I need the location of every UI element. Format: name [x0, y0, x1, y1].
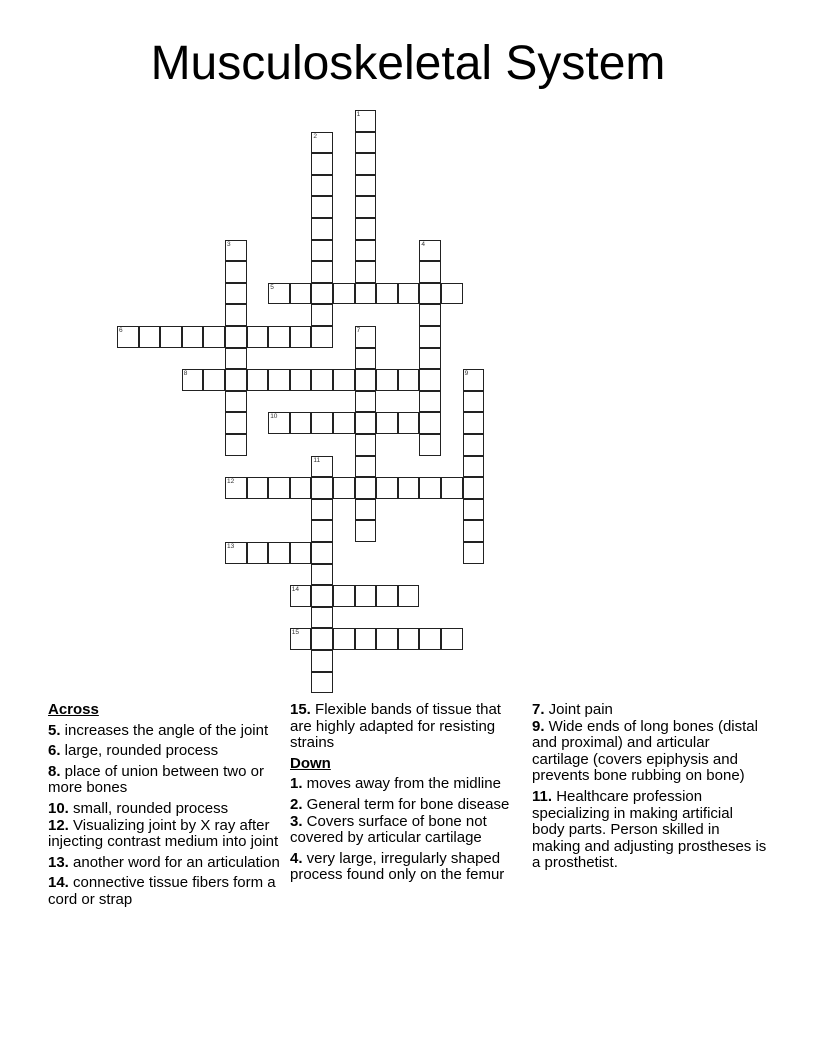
cell-input[interactable] — [312, 133, 332, 153]
clue-number: 9 — [464, 370, 469, 378]
grid-cell[interactable] — [419, 283, 441, 305]
grid-cell[interactable] — [268, 369, 290, 391]
cell-input[interactable] — [291, 543, 311, 563]
cell-input[interactable] — [464, 543, 484, 563]
grid-cell[interactable] — [139, 326, 161, 348]
grid-cell[interactable] — [419, 628, 441, 650]
cell-input[interactable] — [334, 586, 354, 606]
cell-input[interactable] — [312, 305, 332, 325]
grid-cell[interactable] — [463, 369, 485, 391]
cell-input[interactable] — [312, 673, 332, 693]
cell-input[interactable] — [356, 327, 376, 347]
cell-input[interactable] — [312, 565, 332, 585]
grid-cell[interactable] — [225, 283, 247, 305]
cell-input[interactable] — [420, 392, 440, 412]
clue-down-3: 3. Covers surface of bone not covered by articular cartilage — [290, 812, 487, 847]
cell-input[interactable] — [226, 305, 246, 325]
cell-input[interactable] — [464, 392, 484, 412]
grid-cell[interactable] — [225, 369, 247, 391]
grid-cell[interactable] — [311, 607, 333, 629]
cell-input[interactable] — [269, 284, 289, 304]
cell-input[interactable] — [377, 629, 397, 649]
grid-cell[interactable] — [225, 348, 247, 370]
grid-cell[interactable] — [225, 434, 247, 456]
cell-input[interactable] — [377, 370, 397, 390]
cell-input[interactable] — [312, 521, 332, 541]
cell-input[interactable] — [312, 327, 332, 347]
grid-cell[interactable] — [463, 499, 485, 521]
cell-input[interactable] — [312, 176, 332, 196]
clue-number: 14 — [291, 586, 300, 594]
clue-across-13: 13. another word for an articulation — [48, 853, 280, 871]
cell-input[interactable] — [226, 327, 246, 347]
cell-input[interactable] — [464, 478, 484, 498]
grid-cell[interactable] — [311, 283, 333, 305]
cell-input[interactable] — [269, 327, 289, 347]
cell-input[interactable] — [420, 349, 440, 369]
cell-input[interactable] — [356, 586, 376, 606]
clues-column-3 — [532, 700, 768, 876]
cell-input[interactable] — [334, 629, 354, 649]
cell-input[interactable] — [248, 370, 268, 390]
grid-cell[interactable] — [463, 412, 485, 434]
grid-cell[interactable] — [355, 175, 377, 197]
grid-cell[interactable] — [311, 196, 333, 218]
cell-input[interactable] — [291, 284, 311, 304]
grid-cell[interactable] — [311, 456, 333, 478]
grid-cell[interactable] — [333, 283, 355, 305]
grid-cell[interactable] — [398, 477, 420, 499]
cell-input[interactable] — [226, 392, 246, 412]
grid-cell[interactable] — [376, 283, 398, 305]
grid-cell[interactable] — [419, 369, 441, 391]
clue-down-2: 2. General term for bone disease — [290, 795, 510, 813]
cell-input[interactable] — [226, 543, 246, 563]
cell-input[interactable] — [140, 327, 160, 347]
grid-cell[interactable] — [355, 240, 377, 262]
clue-down-11: 11. Healthcare profession specializing in making artificial body parts. Person skilled in making and adjusting prostheses is a prosthetist. — [532, 787, 767, 872]
grid-cell[interactable] — [376, 628, 398, 650]
cell-input[interactable] — [312, 262, 332, 282]
cell-input[interactable] — [464, 413, 484, 433]
down-header: Down — [290, 754, 331, 772]
cell-input[interactable] — [334, 478, 354, 498]
cell-input[interactable] — [356, 133, 376, 153]
grid-cell[interactable] — [290, 326, 312, 348]
cell-input[interactable] — [399, 370, 419, 390]
grid-cell[interactable] — [398, 585, 420, 607]
grid-cell[interactable] — [463, 477, 485, 499]
cell-input[interactable] — [291, 586, 311, 606]
grid-cell[interactable] — [333, 585, 355, 607]
clue-down-9: 9. Wide ends of long bones (distal and proximal) and articular cartilage (covers epiphysis and prevents bone rubbing on bone) — [532, 717, 758, 785]
cell-input[interactable] — [442, 478, 462, 498]
grid-cell[interactable] — [355, 477, 377, 499]
grid-cell[interactable] — [117, 326, 139, 348]
cell-input[interactable] — [312, 457, 332, 477]
grid-cell[interactable] — [333, 628, 355, 650]
cell-input[interactable] — [356, 219, 376, 239]
grid-cell[interactable] — [247, 542, 269, 564]
cell-input[interactable] — [312, 629, 332, 649]
cell-input[interactable] — [356, 154, 376, 174]
clue-down-4: 4. very large, irregularly shaped process found only on the femur — [290, 849, 505, 884]
grid-cell[interactable] — [355, 153, 377, 175]
grid-cell[interactable] — [419, 477, 441, 499]
cell-input[interactable] — [399, 284, 419, 304]
cell-input[interactable] — [248, 327, 268, 347]
grid-cell[interactable] — [225, 240, 247, 262]
cell-input[interactable] — [464, 500, 484, 520]
cell-input[interactable] — [377, 478, 397, 498]
grid-cell[interactable] — [311, 499, 333, 521]
cell-input[interactable] — [356, 521, 376, 541]
cell-input[interactable] — [420, 413, 440, 433]
grid-cell[interactable] — [441, 283, 463, 305]
clue-across-10: 10. small, rounded process — [48, 799, 229, 817]
cell-input[interactable] — [334, 284, 354, 304]
grid-cell[interactable] — [311, 304, 333, 326]
cell-input[interactable] — [291, 370, 311, 390]
grid-cell[interactable] — [355, 434, 377, 456]
grid-cell[interactable] — [398, 628, 420, 650]
puzzle-title: Musculoskeletal System — [150, 37, 666, 90]
cell-input[interactable] — [399, 413, 419, 433]
grid-cell[interactable] — [247, 369, 269, 391]
grid-cell[interactable] — [419, 304, 441, 326]
grid-cell[interactable] — [376, 412, 398, 434]
grid-cell[interactable] — [355, 196, 377, 218]
cell-input[interactable] — [356, 284, 376, 304]
cell-input[interactable] — [226, 241, 246, 261]
cell-input[interactable] — [464, 370, 484, 390]
clue-down-7: 7. Joint pain — [532, 701, 613, 718]
grid-cell[interactable] — [333, 477, 355, 499]
grid-cell[interactable] — [355, 326, 377, 348]
grid-cell[interactable] — [268, 477, 290, 499]
across-header: Across — [48, 701, 99, 718]
grid-cell[interactable] — [333, 412, 355, 434]
clue-number: 12 — [227, 478, 235, 486]
cell-input[interactable] — [377, 413, 397, 433]
cell-input[interactable] — [183, 327, 203, 347]
grid-cell[interactable] — [355, 132, 377, 154]
cell-input[interactable] — [291, 478, 311, 498]
cell-input[interactable] — [399, 586, 419, 606]
grid-cell[interactable] — [355, 110, 377, 132]
grid-cell[interactable] — [290, 585, 312, 607]
grid-cell[interactable] — [355, 218, 377, 240]
cell-input[interactable] — [442, 629, 462, 649]
cell-input[interactable] — [399, 629, 419, 649]
grid-cell[interactable] — [441, 477, 463, 499]
grid-cell[interactable] — [225, 542, 247, 564]
grid-cell[interactable] — [355, 628, 377, 650]
cell-input[interactable] — [291, 327, 311, 347]
grid-cell[interactable] — [290, 628, 312, 650]
grid-cell[interactable] — [376, 477, 398, 499]
grid-cell[interactable] — [333, 369, 355, 391]
cell-input[interactable] — [464, 457, 484, 477]
grid-cell[interactable] — [160, 326, 182, 348]
cell-input[interactable] — [269, 413, 289, 433]
grid-cell[interactable] — [225, 261, 247, 283]
cell-input[interactable] — [356, 478, 376, 498]
cell-input[interactable] — [312, 197, 332, 217]
clue-number: 13 — [227, 543, 235, 550]
cell-input[interactable] — [226, 413, 246, 433]
grid-cell[interactable] — [355, 283, 377, 305]
grid-cell[interactable] — [225, 477, 247, 499]
grid-cell[interactable] — [225, 326, 247, 348]
grid-cell[interactable] — [311, 477, 333, 499]
grid-cell[interactable] — [225, 304, 247, 326]
grid-cell[interactable] — [311, 650, 333, 672]
cell-input[interactable] — [356, 457, 376, 477]
grid-cell[interactable] — [311, 542, 333, 564]
cell-input[interactable] — [226, 349, 246, 369]
clue-across-8: 8. place of union between two or more bones — [48, 762, 264, 797]
grid-cell[interactable] — [419, 326, 441, 348]
cell-input[interactable] — [269, 478, 289, 498]
clues-column-1 — [48, 700, 284, 913]
grid-cell[interactable] — [311, 585, 333, 607]
cell-input[interactable] — [226, 370, 246, 390]
grid-cell[interactable] — [311, 153, 333, 175]
grid-cell[interactable] — [463, 520, 485, 542]
grid-cell[interactable] — [290, 369, 312, 391]
grid-cell[interactable] — [441, 628, 463, 650]
cell-input[interactable] — [356, 111, 376, 131]
cell-input[interactable] — [248, 478, 268, 498]
grid-cell[interactable] — [463, 391, 485, 413]
grid-cell[interactable] — [311, 175, 333, 197]
cell-input[interactable] — [312, 543, 332, 563]
clue-number: 3 — [227, 240, 231, 248]
cell-input[interactable] — [248, 543, 268, 563]
grid-cell[interactable] — [355, 585, 377, 607]
cell-input[interactable] — [377, 284, 397, 304]
grid-cell[interactable] — [311, 261, 333, 283]
clue-down-1: 1. moves away from the midline — [290, 775, 501, 793]
cell-input[interactable] — [312, 241, 332, 261]
cell-input[interactable] — [334, 370, 354, 390]
grid-cell[interactable] — [290, 283, 312, 305]
cell-input[interactable] — [226, 435, 246, 455]
cell-input[interactable] — [420, 262, 440, 282]
clues-column-2 — [290, 700, 526, 888]
grid-cell[interactable] — [376, 369, 398, 391]
cell-input[interactable] — [118, 327, 138, 347]
cell-input[interactable] — [356, 349, 376, 369]
cell-input[interactable] — [226, 262, 246, 282]
grid-cell[interactable] — [311, 564, 333, 586]
clue-number: 10 — [270, 413, 278, 421]
clue-number: 6 — [119, 327, 123, 334]
cell-input[interactable] — [356, 197, 376, 217]
cell-input[interactable] — [312, 608, 332, 628]
grid-cell[interactable] — [355, 261, 377, 283]
cell-input[interactable] — [442, 284, 462, 304]
cell-input[interactable] — [420, 305, 440, 325]
grid-cell[interactable] — [398, 283, 420, 305]
grid-cell[interactable] — [419, 348, 441, 370]
cell-input[interactable] — [312, 586, 332, 606]
cell-input[interactable] — [161, 327, 181, 347]
grid-cell[interactable] — [311, 326, 333, 348]
grid-cell[interactable] — [311, 132, 333, 154]
cell-input[interactable] — [269, 370, 289, 390]
cell-input[interactable] — [464, 521, 484, 541]
cell-input[interactable] — [312, 478, 332, 498]
cell-input[interactable] — [204, 327, 224, 347]
clue-number: 8 — [183, 370, 188, 378]
cell-input[interactable] — [356, 370, 376, 390]
clue-across-5: 5. increases the angle of the joint — [48, 721, 269, 739]
cell-input[interactable] — [420, 327, 440, 347]
grid-cell[interactable] — [355, 348, 377, 370]
grid-cell[interactable] — [311, 218, 333, 240]
grid-cell[interactable] — [311, 240, 333, 262]
cell-input[interactable] — [356, 413, 376, 433]
grid-cell[interactable] — [355, 520, 377, 542]
cell-input[interactable] — [420, 241, 440, 261]
clue-number: 2 — [313, 132, 318, 140]
cell-input[interactable] — [312, 500, 332, 520]
cell-input[interactable] — [420, 435, 440, 455]
grid-cell[interactable] — [268, 283, 290, 305]
grid-cell[interactable] — [311, 520, 333, 542]
grid-cell[interactable] — [203, 326, 225, 348]
cell-input[interactable] — [356, 435, 376, 455]
clue-number: 5 — [270, 283, 274, 291]
clue-number: 1 — [356, 111, 361, 118]
grid-cell[interactable] — [290, 412, 312, 434]
clue-number: 7 — [356, 327, 361, 334]
cell-input[interactable] — [291, 413, 311, 433]
grid-cell[interactable] — [203, 369, 225, 391]
grid-cell[interactable] — [290, 477, 312, 499]
clue-across-14: 14. connective tissue fibers form a cord or strap — [48, 874, 276, 908]
cell-input[interactable] — [356, 262, 376, 282]
cell-input[interactable] — [226, 478, 246, 498]
clue-number: 4 — [421, 240, 426, 248]
cell-input[interactable] — [356, 500, 376, 520]
grid-cell[interactable] — [311, 412, 333, 434]
cell-input[interactable] — [334, 413, 354, 433]
cell-input[interactable] — [399, 478, 419, 498]
grid-cell[interactable] — [463, 456, 485, 478]
grid-cell[interactable] — [311, 628, 333, 650]
cell-input[interactable] — [356, 392, 376, 412]
cell-input[interactable] — [356, 176, 376, 196]
cell-input[interactable] — [312, 154, 332, 174]
grid-cell[interactable] — [376, 585, 398, 607]
cell-input[interactable] — [420, 629, 440, 649]
grid-cell[interactable] — [225, 391, 247, 413]
grid-cell[interactable] — [225, 412, 247, 434]
cell-input[interactable] — [269, 543, 289, 563]
cell-input[interactable] — [420, 284, 440, 304]
grid-cell[interactable] — [463, 542, 485, 564]
cell-input[interactable] — [183, 370, 203, 390]
grid-cell[interactable] — [398, 412, 420, 434]
grid-cell[interactable] — [419, 434, 441, 456]
grid-cell[interactable] — [419, 261, 441, 283]
cell-input[interactable] — [291, 629, 311, 649]
cell-input[interactable] — [312, 370, 332, 390]
grid-cell[interactable] — [247, 326, 269, 348]
grid-cell[interactable] — [419, 412, 441, 434]
clue-across-6: 6. large, rounded process — [48, 742, 219, 760]
cell-input[interactable] — [226, 284, 246, 304]
cell-input[interactable] — [312, 413, 332, 433]
cell-input[interactable] — [204, 370, 224, 390]
cell-input[interactable] — [420, 370, 440, 390]
grid-cell[interactable] — [182, 326, 204, 348]
clue-across-12: 12. Visualizing joint by X ray after injecting contrast medium into joint — [48, 816, 279, 851]
grid-cell[interactable] — [355, 499, 377, 521]
cell-input[interactable] — [312, 219, 332, 239]
grid-cell[interactable] — [268, 326, 290, 348]
grid-cell[interactable] — [463, 434, 485, 456]
grid-cell[interactable] — [268, 412, 290, 434]
cell-input[interactable] — [312, 284, 332, 304]
grid-cell[interactable] — [355, 391, 377, 413]
grid-cell[interactable] — [182, 369, 204, 391]
cell-input[interactable] — [464, 435, 484, 455]
cell-input[interactable] — [356, 629, 376, 649]
grid-cell[interactable] — [398, 369, 420, 391]
grid-cell[interactable] — [355, 369, 377, 391]
clue-number: 15 — [291, 629, 300, 637]
cell-input[interactable] — [377, 586, 397, 606]
cell-input[interactable] — [312, 651, 332, 671]
grid-cell[interactable] — [268, 542, 290, 564]
grid-cell[interactable] — [355, 456, 377, 478]
grid-cell[interactable] — [355, 412, 377, 434]
grid-cell[interactable] — [311, 369, 333, 391]
grid-cell[interactable] — [290, 542, 312, 564]
grid-cell[interactable] — [419, 391, 441, 413]
grid-cell[interactable] — [247, 477, 269, 499]
grid-cell[interactable] — [419, 240, 441, 262]
clue-across-15: 15. Flexible bands of tissue that are highly adapted for resisting strains — [290, 701, 501, 752]
clue-number: 11 — [313, 456, 321, 464]
cell-input[interactable] — [356, 241, 376, 261]
cell-input[interactable] — [420, 478, 440, 498]
grid-cell[interactable] — [311, 672, 333, 694]
